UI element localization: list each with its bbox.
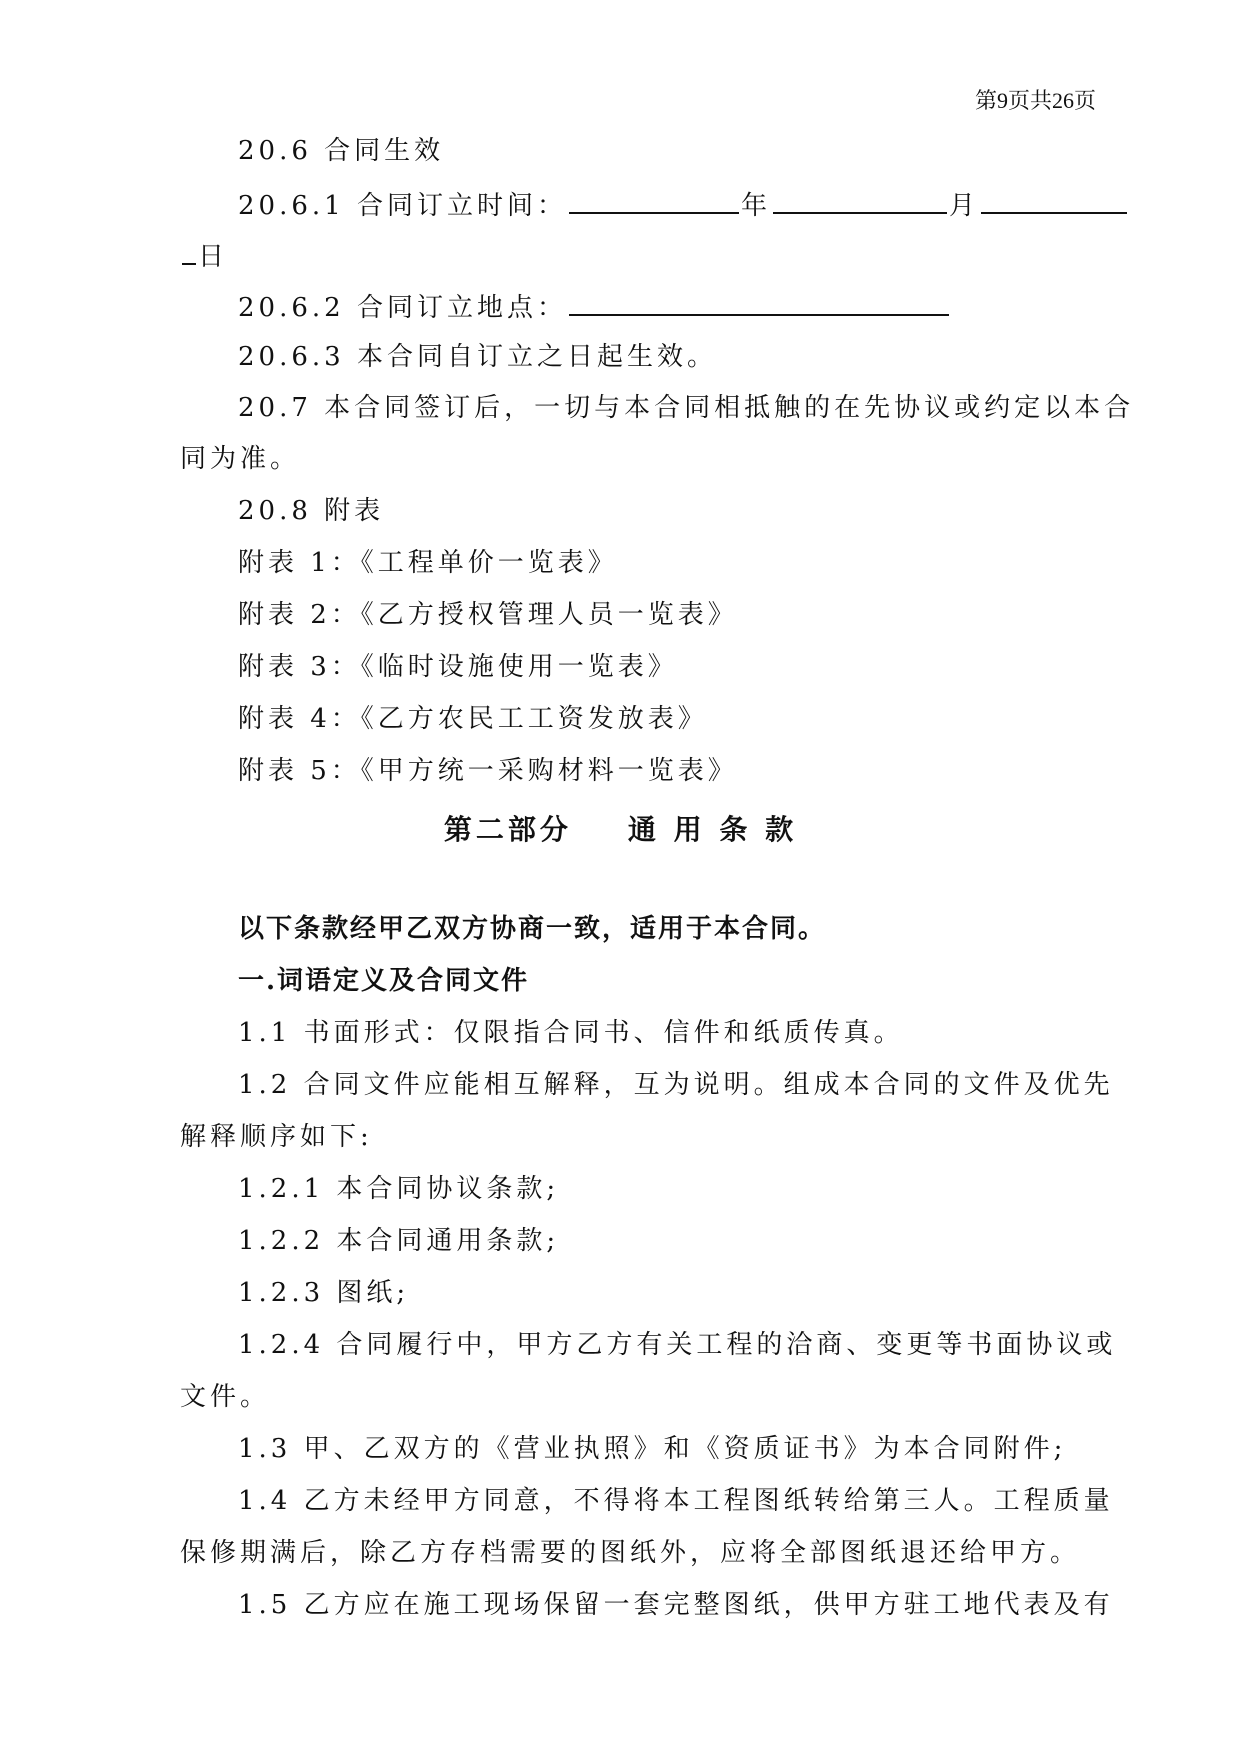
section-heading xyxy=(0,808,1241,848)
clause-1-2-2: 1.2.2 本合同通用条款; xyxy=(238,1226,560,1256)
appendix-1: 附表 1：《工程单价一览表》 xyxy=(238,548,618,578)
clause-20-6-3: 20.6.3 本合同自订立之日起生效。 xyxy=(238,342,717,372)
signing-place-label: 20.6.2 合同订立地点： xyxy=(238,293,567,323)
clause-1-2: 1.2 合同文件应能相互解释，互为说明。组成本合同的文件及优先 xyxy=(238,1070,1114,1100)
place-blank xyxy=(569,288,949,316)
clause-1-2-cont: 解释顺序如下: xyxy=(180,1122,373,1152)
clause-1-4-cont: 保修期满后，除乙方存档需要的图纸外，应将全部图纸退还给甲方。 xyxy=(180,1538,1081,1568)
day-label: 日 xyxy=(198,242,229,272)
year-blank xyxy=(569,186,739,214)
clause-1-2-4-cont: 文件。 xyxy=(180,1382,271,1412)
month-blank xyxy=(773,186,947,214)
day-blank xyxy=(981,186,1127,214)
day-line xyxy=(180,237,1241,274)
clause-1-3: 1.3 甲、乙双方的《营业执照》和《资质证书》为本合同附件; xyxy=(238,1434,1067,1464)
clause-20-7-cont: 同为准。 xyxy=(180,444,301,474)
clause-20-8: 20.8 附表 xyxy=(238,496,385,526)
general-clause-intro: 以下条款经甲乙双方协商一致，适用于本合同。 xyxy=(238,914,827,944)
clause-1-2-1: 1.2.1 本合同协议条款; xyxy=(238,1174,560,1204)
appendix-3: 附表 3：《临时设施使用一览表》 xyxy=(238,652,678,682)
clause-1-1: 1.1 书面形式：仅限指合同书、信件和纸质传真。 xyxy=(238,1018,904,1048)
appendix-2: 附表 2：《乙方授权管理人员一览表》 xyxy=(238,600,738,630)
clause-20-6: 20.6 合同生效 xyxy=(238,136,445,166)
clause-1-5: 1.5 乙方应在施工现场保留一套完整图纸，供甲方驻工地代表及有 xyxy=(238,1590,1114,1620)
section-heading-part: 第二部分 xyxy=(443,813,572,846)
clause-1-4: 1.4 乙方未经甲方同意，不得将本工程图纸转给第三人。工程质量 xyxy=(238,1486,1114,1516)
section-heading-title: 通 用 条 款 xyxy=(627,813,798,846)
clause-20-6-2 xyxy=(238,288,1241,325)
clause-20-6-1 xyxy=(238,186,1241,223)
clause-20-7: 20.7 本合同签订后，一切与本合同相抵触的在先协议或约定以本合 xyxy=(238,393,1135,423)
year-label: 年 xyxy=(740,191,771,221)
day-blank-cont xyxy=(182,237,196,265)
appendix-5: 附表 5：《甲方统一采购材料一览表》 xyxy=(238,756,738,786)
section-1-title: 一.词语定义及合同文件 xyxy=(238,966,530,996)
page-number-label: 第9页共26页 xyxy=(974,88,1096,113)
clause-1-2-4: 1.2.4 合同履行中，甲方乙方有关工程的洽商、变更等书面协议或 xyxy=(238,1330,1117,1360)
clause-1-2-3: 1.2.3 图纸; xyxy=(238,1278,410,1308)
month-label: 月 xyxy=(948,191,979,221)
signing-time-label: 20.6.1 合同订立时间： xyxy=(238,191,567,221)
appendix-4: 附表 4：《乙方农民工工资发放表》 xyxy=(238,704,708,734)
